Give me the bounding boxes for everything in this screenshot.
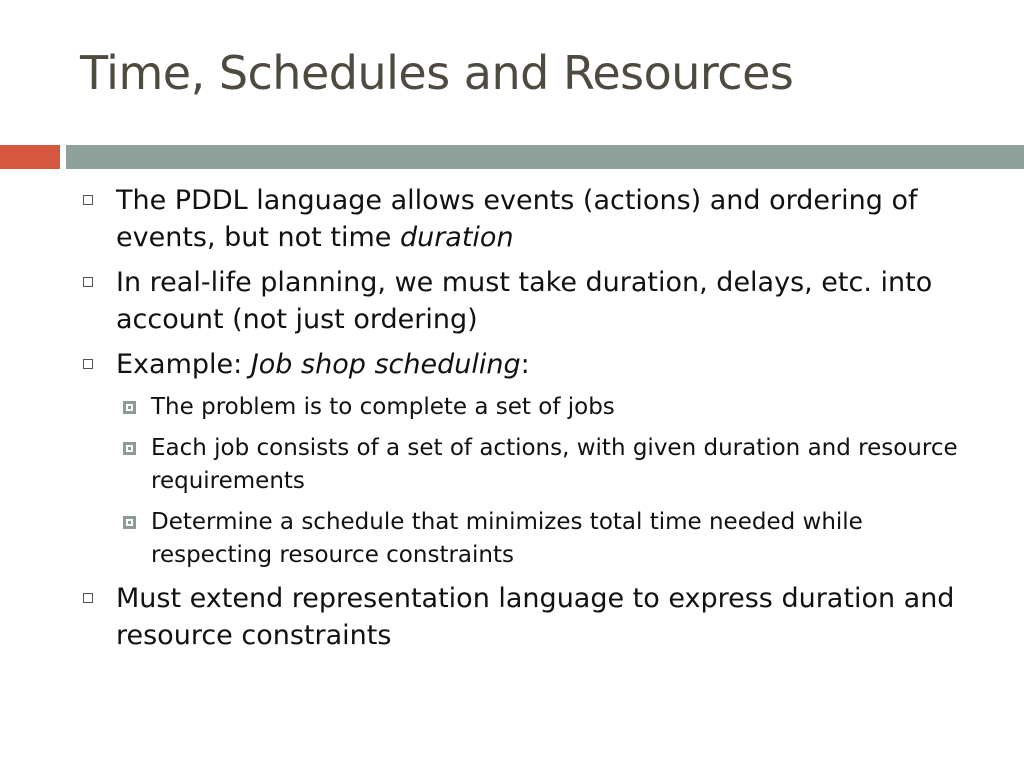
filled-square-bullet-icon	[123, 442, 136, 455]
sub-bullet-text: Each job consists of a set of actions, with given duration and resource requirements	[151, 435, 958, 494]
square-bullet-icon	[83, 195, 93, 205]
bullet-item	[80, 580, 980, 654]
filled-square-bullet-icon	[123, 401, 136, 414]
bullet-text: In real-life planning, we must take duration, delays, etc. into account (not just ordering)	[116, 267, 933, 335]
bullet-item	[80, 264, 980, 338]
sub-bullet-item	[80, 506, 980, 572]
filled-square-bullet-icon	[123, 516, 136, 529]
sub-bullet-text: Determine a schedule that minimizes total time needed while respecting resource constraints	[151, 509, 863, 568]
bullet-emphasis: Job shop scheduling	[250, 349, 521, 380]
bullet-text: Example:	[116, 349, 251, 380]
sub-bullet-item	[80, 391, 980, 424]
bullet-emphasis: duration	[399, 222, 514, 253]
divider-bar	[66, 145, 1024, 169]
square-bullet-icon	[83, 359, 93, 369]
bullet-text: The PDDL language allows events (actions) and ordering of events, but not time	[116, 185, 918, 253]
sub-bullet-item	[80, 432, 980, 498]
accent-bar	[0, 145, 60, 169]
square-bullet-icon	[83, 593, 93, 603]
slide-title: Time, Schedules and Resources	[80, 46, 794, 100]
bullet-text: Must extend representation language to express duration and resource constraints	[116, 583, 955, 651]
square-bullet-icon	[83, 277, 93, 287]
bullet-list	[80, 182, 980, 662]
bullet-item	[80, 182, 980, 256]
bullet-item	[80, 346, 980, 383]
bullet-text-suffix: :	[520, 349, 530, 380]
sub-bullet-text: The problem is to complete a set of jobs	[151, 394, 615, 420]
